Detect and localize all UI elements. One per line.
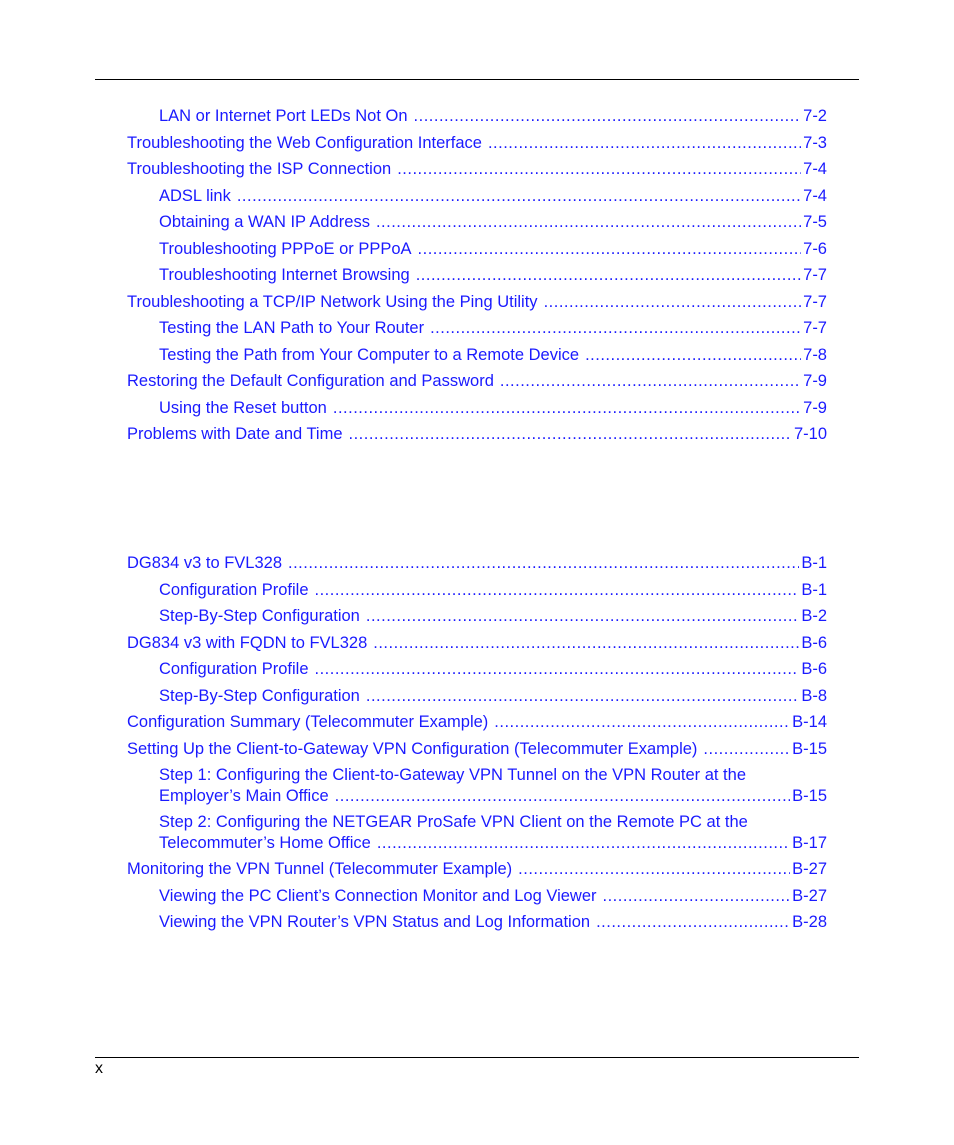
toc-entry-title-line2: Employer’s Main Office (159, 787, 329, 805)
toc-entry-title: Troubleshooting PPPoE or PPPoA (159, 239, 412, 258)
toc-entry-page: 7-4 (803, 160, 827, 178)
toc-entry-problems-with-date-and-time[interactable] (127, 424, 827, 451)
toc-entry-page: B-6 (801, 660, 827, 678)
toc-entry-title: DG834 v3 with FQDN to FVL328 (127, 633, 368, 652)
toc-entry-page: 7-4 (803, 186, 827, 205)
toc-entry-configuration-summary-telecommuter-example[interactable] (127, 712, 827, 739)
dot-leader (603, 886, 791, 906)
toc-entry-page: B-6 (801, 633, 827, 652)
dot-leader (315, 659, 800, 679)
toc-entry-page: 7-9 (803, 372, 827, 390)
toc-entry-page: B-1 (801, 554, 827, 572)
dot-leader (376, 212, 801, 232)
toc-entry-adsl-link[interactable] (127, 186, 827, 213)
toc-entry-page: B-17 (792, 834, 827, 852)
toc-entry-title: Testing the LAN Path to Your Router (159, 319, 425, 337)
toc-entry-title-line1: Step 2: Configuring the NETGEAR ProSafe VPN Client on the Remote PC at the (159, 813, 748, 831)
toc-entry-page: B-8 (801, 686, 827, 705)
dot-leader (315, 580, 800, 600)
toc-entry-title-line2: Telecommuter’s Home Office (159, 834, 371, 852)
toc-entry-title: Setting Up the Client-to-Gateway VPN Configuration (Telecommuter Example) (127, 739, 698, 758)
toc-entry-title: Configuration Summary (Telecommuter Example) (127, 713, 489, 731)
toc-entry-page: B-14 (792, 713, 827, 731)
toc-entry-dg834-v3-to-fvl328[interactable] (127, 553, 827, 580)
toc-entry-setting-up-the-client-to-gateway-vpn-configuration-telecommuter-example[interactable] (127, 739, 827, 766)
dot-leader (544, 292, 802, 312)
toc-entry-title: Troubleshooting the ISP Connection (127, 160, 392, 178)
toc-entry-title-line2-row (159, 833, 827, 854)
dot-leader (596, 912, 790, 932)
toc-entry-title: Viewing the VPN Router’s VPN Status and Log Information (159, 913, 591, 931)
toc-entry-title: LAN or Internet Port LEDs Not On (159, 107, 408, 125)
toc-entry-restoring-the-default-configuration-and-password[interactable] (127, 371, 827, 398)
toc-entry-page: 7-5 (803, 213, 827, 231)
toc-entry-title: Using the Reset button (159, 398, 327, 417)
dot-leader (288, 553, 799, 573)
toc-entry-page: B-27 (792, 886, 827, 905)
toc-entry-title: Configuration Profile (159, 660, 309, 678)
toc-entry-step-by-step-configuration[interactable] (127, 686, 827, 713)
toc-entry-telecommuter-s-home-office[interactable] (127, 812, 827, 854)
dot-leader (333, 398, 801, 418)
toc-entry-title-line2-row (159, 786, 827, 807)
toc-entry-troubleshooting-internet-browsing[interactable] (127, 265, 827, 292)
dot-leader (397, 159, 801, 179)
dot-leader (335, 786, 790, 807)
toc-entry-title: Problems with Date and Time (127, 425, 343, 443)
toc-entry-title: Testing the Path from Your Computer to a Remote Device (159, 345, 580, 364)
toc-entry-testing-the-path-from-your-computer-to-a-remote-device[interactable] (127, 345, 827, 372)
toc-entry-page: B-28 (792, 913, 827, 931)
toc-entry-obtaining-a-wan-ip-address[interactable] (127, 212, 827, 239)
toc-entry-page: B-27 (792, 860, 827, 878)
toc-entry-troubleshooting-the-web-configuration-interface[interactable] (127, 133, 827, 160)
toc-entry-title-line1: Step 1: Configuring the Client-to-Gateway VPN Tunnel on the VPN Router at the (159, 766, 746, 784)
toc-entry-page: 7-7 (803, 266, 827, 284)
toc-entry-dg834-v3-with-fqdn-to-fvl328[interactable] (127, 633, 827, 660)
toc-entry-page: 7-10 (793, 425, 827, 443)
dot-leader (500, 371, 801, 391)
toc-entry-configuration-profile[interactable] (127, 659, 827, 686)
toc-entry-title: Configuration Profile (159, 580, 309, 599)
toc-entry-page: 7-7 (803, 292, 827, 311)
toc-entry-title: DG834 v3 to FVL328 (127, 554, 283, 572)
toc-section-vpn-examples (127, 553, 827, 939)
dot-leader (430, 318, 801, 338)
toc-entry-troubleshooting-a-tcp-ip-network-using-the-ping-utility[interactable] (127, 292, 827, 319)
toc-entry-troubleshooting-pppoe-or-pppoa[interactable] (127, 239, 827, 266)
dot-leader (494, 712, 790, 732)
toc-entry-page: 7-9 (803, 398, 827, 417)
toc-entry-testing-the-lan-path-to-your-router[interactable] (127, 318, 827, 345)
toc-entry-page: 7-3 (803, 133, 827, 152)
dot-leader (488, 133, 801, 153)
toc-entry-page: 7-8 (803, 345, 827, 364)
header-rule (95, 79, 859, 80)
dot-leader (518, 859, 790, 879)
toc-entry-configuration-profile[interactable] (127, 580, 827, 607)
toc-entry-title: Restoring the Default Configuration and Password (127, 372, 494, 390)
dot-leader (418, 239, 802, 259)
dot-leader (703, 739, 790, 759)
toc-entry-title: Obtaining a WAN IP Address (159, 213, 370, 231)
toc-entry-step-by-step-configuration[interactable] (127, 606, 827, 633)
dot-leader (373, 633, 799, 653)
toc-entry-title: Viewing the PC Client’s Connection Monitor and Log Viewer (159, 886, 597, 905)
toc-entry-employer-s-main-office[interactable] (127, 765, 827, 807)
toc-entry-title: ADSL link (159, 186, 231, 205)
dot-leader (366, 686, 799, 706)
toc-entry-title: Troubleshooting a TCP/IP Network Using the Ping Utility (127, 292, 538, 311)
toc-entry-viewing-the-pc-client-s-connection-monitor-and-log-viewer[interactable] (127, 886, 827, 913)
dot-leader (377, 833, 790, 854)
toc-entry-page: 7-2 (803, 107, 827, 125)
toc-entry-title: Step-By-Step Configuration (159, 607, 360, 625)
toc-entry-using-the-reset-button[interactable] (127, 398, 827, 425)
dot-leader (414, 106, 802, 126)
dot-leader (366, 606, 799, 626)
toc-entry-troubleshooting-the-isp-connection[interactable] (127, 159, 827, 186)
toc-entry-lan-or-internet-port-leds-not-on[interactable] (127, 106, 827, 133)
toc-entry-title: Troubleshooting Internet Browsing (159, 266, 410, 284)
dot-leader (416, 265, 801, 285)
toc-entry-title: Monitoring the VPN Tunnel (Telecommuter Example) (127, 860, 513, 878)
toc-entry-title: Step-By-Step Configuration (159, 686, 360, 705)
toc-entry-page: 7-6 (803, 239, 827, 258)
toc-entry-page: B-2 (801, 607, 827, 625)
page-number: x (95, 1060, 103, 1077)
toc-entry-page: B-1 (801, 580, 827, 599)
toc-entry-monitoring-the-vpn-tunnel-telecommuter-example[interactable] (127, 859, 827, 886)
toc-entry-page: B-15 (792, 787, 827, 805)
toc-entry-viewing-the-vpn-router-s-vpn-status-and-log-information[interactable] (127, 912, 827, 939)
toc-entry-page: 7-7 (803, 319, 827, 337)
dot-leader (585, 345, 801, 365)
dot-leader (237, 186, 801, 206)
footer-rule (95, 1057, 859, 1058)
toc-entry-title: Troubleshooting the Web Configuration Interface (127, 133, 482, 152)
dot-leader (349, 424, 792, 444)
toc-section-troubleshooting (127, 106, 827, 451)
toc-entry-page: B-15 (792, 739, 827, 758)
